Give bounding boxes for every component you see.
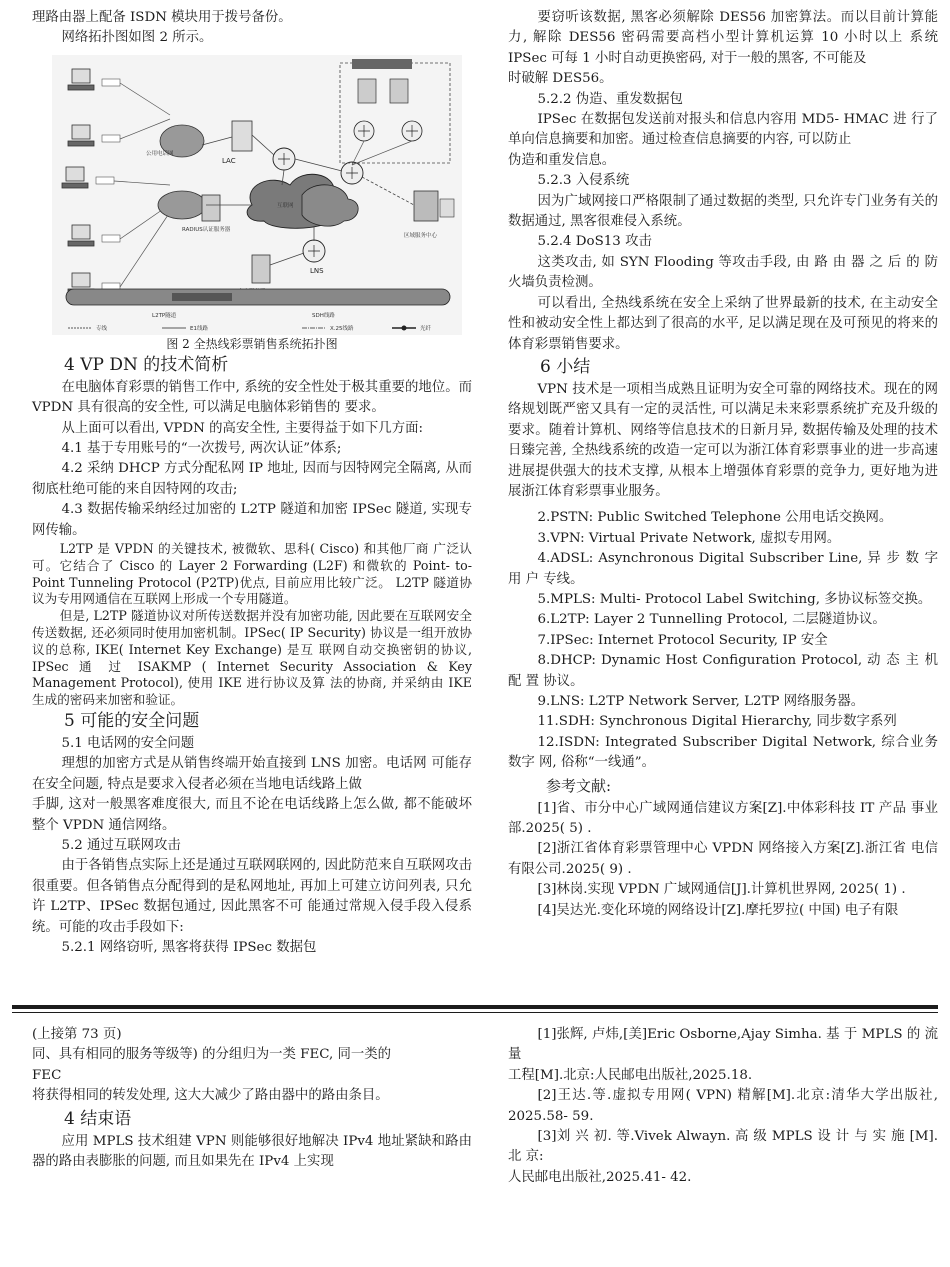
subsection-heading: 5.2 通过互联网攻击	[61, 838, 181, 854]
reference-item: [3]刘 兴 初. 等.Vivek Alwayn. 高 级 MPLS 设 计 与 实 施 [M]. 北 京:	[508, 1129, 938, 1165]
paragraph: 将获得相同的转发处理, 这大大减少了路由器中的路由条目。	[32, 1088, 389, 1104]
glossary-item: 4.ADSL: Asynchronous Digital Subscriber Line, 异 步 数 字 用 户 专线。	[508, 551, 938, 587]
divider	[12, 1012, 938, 1013]
subsection-heading: 5.2.1 网络窃听, 黑客将获得 IPSec 数据包	[61, 940, 317, 956]
list-item: 4.2 采纳 DHCP 方式分配私网 IP 地址, 因而与因特网完全隔离, 从而彻底杜绝可能的来自因特网的攻击;	[32, 461, 472, 497]
paragraph: VPN 技术是一项相当成熟且证明为安全可靠的网络技术。现在的网络规划既严密又具有一定的灵活性, 可以满足未来彩票系统扩充及升级的要求。随着计算机、网络等信息技术的日新月异, 数据传输及处理的技术日臻完善, 全热线系统的改造一定可以为浙江体育彩票事业的进一步高速进展提供强大的技术支撑, 从根本上增强体育彩票的竞争力, 更好地为进展浙江体育彩票事业服务。	[508, 381, 938, 499]
glossary-item: 5.MPLS: Multi- Protocol Label Switching, 多协议标签交换。	[537, 591, 932, 607]
bottom-left-column	[32, 1025, 472, 1172]
reference-item: [3]林岗.实现 VPDN 广域网通信[J].计算机世界网, 2025( 1) .	[537, 882, 906, 898]
bottom-right-column	[508, 1025, 938, 1188]
continued-article	[0, 1005, 950, 1267]
glossary-item: 12.ISDN: Integrated Subscriber Digital Network, 综合业务数字 网, 俗称“一线通”。	[508, 734, 938, 771]
reference-item: [1]省、市分中心广域网通信建议方案[Z].中体彩科技 IT 产品 事业部.2025( 5) .	[508, 800, 938, 837]
glossary-item: 6.L2TP: Layer 2 Tunnelling Protocol, 二层隧道协议。	[537, 612, 886, 628]
list-item: 4.1 基于专用账号的“一次拨号, 两次认证”体系;	[61, 441, 342, 457]
section-heading: 4 结束语	[64, 1108, 132, 1129]
paragraph: 伪造和重发信息。	[508, 152, 616, 168]
paragraph: 在电脑体育彩票的销售工作中, 系统的安全性处于极其重要的地位。而 VPDN 具有很高的安全性, 可以满足电脑体彩销售的 要求。	[32, 379, 472, 416]
paragraph: 可以看出, 全热线系统在安全上采纳了世界最新的技术, 在主动安全性和被动安全性上都达到了很高的水平, 足以满足现在及可预见的将来的体育彩票销售要求。	[508, 295, 938, 352]
reference-item: [4]吴达光.变化环境的网络设计[Z].摩托罗拉( 中国) 电子有限	[537, 902, 899, 918]
subsection-heading: 5.2.3 入侵系统	[537, 173, 630, 189]
section-heading: 6 小结	[540, 356, 591, 377]
paragraph: 因为广域网接口严格限制了通过数据的类型, 只允许专门业务有关的数据通过, 黑客很难侵入系统。	[508, 193, 938, 230]
reference-item: 人民邮电出版社,2025.41- 42.	[508, 1169, 692, 1185]
left-column	[32, 8, 472, 959]
svg-text:E1线路: E1线路	[190, 325, 208, 332]
paragraph: 时破解 DES56。	[508, 71, 613, 87]
paragraph: 但是, L2TP 隧道协议对所传送数据并没有加密功能, 因此要在互联网安全传送数据, 还必须同时使用加密机制。IPSec( IP Security) 协议是一组开放协议的总称, IKE( Internet Key Exchange) 是互 联网自动交换密钥的协议, IPSec 通 过 ISAKMP ( Internet Security Association & Key Management Protocol), 使用 IKE 进行协议及算 法的协商, 并采纳由 IKE 生成的密码来加密和验证。	[32, 608, 472, 708]
internet-label: 互联网	[277, 202, 294, 209]
subsection-heading: 5.2.4 DoS13 攻击	[537, 234, 652, 250]
glossary-item: 7.IPSec: Internet Protocol Security, IP 安全	[537, 632, 828, 648]
subsection-heading: 5.2.2 伪造、重发数据包	[537, 91, 683, 107]
reference-item: 工程[M].北京:人民邮电出版社,2025.18.	[508, 1067, 753, 1083]
paragraph: FEC	[32, 1067, 62, 1083]
reference-item: [1]张辉, 卢炜,[美]Eric Osborne,Ajay Simha. 基 于 MPLS 的 流 量	[508, 1027, 938, 1063]
topology-diagram	[52, 55, 462, 335]
svg-text:X.25线路: X.25线路	[330, 325, 354, 332]
paragraph: 理路由器上配备 ISDN 模块用于拨号备份。	[32, 10, 292, 25]
regional-center-label: 区域服务中心	[404, 232, 438, 239]
paragraph: 理想的加密方式是从销售终端开始直接到 LNS 加密。电话网 可能存在安全问题, 特点是要求入侵者必须在当地电话线路上做	[32, 756, 472, 792]
network-topology-figure	[52, 55, 462, 335]
reference-item: [2]王达.等.虚拟专用网( VPN) 精解[M].北京:清华大学出版社, 2025.58- 59.	[508, 1088, 938, 1124]
glossary-item: 11.SDH: Synchronous Digital Hierarchy, 同步数字系列	[537, 714, 897, 730]
paragraph: 要窃听该数据, 黑客必须解除 DES56 加密算法。而以目前计算能力, 解除 DES56 密码需要高档小型计算机运算 10 小时以上 系统 IPSec 可每 1 小时自动更换密码, 对于一般的黑客, 不可能及	[508, 10, 938, 66]
section-heading: 4 VP DN 的技术简析	[64, 354, 229, 375]
paragraph: L2TP 是 VPDN 的关键技术, 被微软、思科( Cisco) 和其他厂商 广泛认可。它结合了 Cisco 的 Layer 2 Forwarding (L2F) 和微软的 Point- to- Point Tunneling Protocol (P2TP)优点, 目前应用比较广泛。 L2TP 隧道协议为专用网通信在互联网上形成一个专用隧道。	[32, 541, 472, 607]
glossary-item: 2.PSTN: Public Switched Telephone 公用电话交换网。	[537, 510, 893, 526]
paragraph: 网络拓扑图如图 2 所示。	[61, 30, 213, 46]
paragraph: 由于各销售点实际上还是通过互联网联网的, 因此防范来自互联网攻击很重要。但各销售点分配得到的是私网地址, 再加上可建立访问列表, 只允许 L2TP、IPSec 数据包通过, 因此黑客不可 能通过常规入侵手段入侵系统。可能的攻击手段如下:	[32, 858, 472, 935]
paragraph: 同、具有相同的服务等级等) 的分组归为一类 FEC, 同一类的	[32, 1047, 392, 1063]
sdh-label: SDH线路	[312, 312, 335, 319]
list-item: 4.3 数据传输采纳经过加密的 L2TP 隧道和加密 IPSec 隧道, 实现专网传输。	[32, 502, 472, 538]
glossary-item: 3.VPN: Virtual Private Network, 虚拟专用网。	[537, 530, 841, 546]
subsection-heading: 5.1 电话网的安全问题	[61, 736, 195, 752]
lac-label: LAC	[222, 156, 236, 165]
paragraph: 手脚, 这对一般黑客难度很大, 而且不论在电话线路上怎么做, 都不能破坏整个 VPDN 通信网络。	[32, 797, 472, 833]
pstn-label: 公用电话网	[146, 150, 174, 157]
paragraph: 从上面可以看出, VPDN 的高安全性, 主要得益于如下几方面:	[61, 420, 423, 436]
svg-text:光纤: 光纤	[420, 325, 432, 332]
divider	[12, 1005, 938, 1009]
references-title: 参考文献:	[546, 776, 612, 795]
glossary-item: 9.LNS: L2TP Network Server, L2TP 网络服务器。	[537, 694, 865, 709]
reference-item: [2]浙江省体育彩票管理中心 VPDN 网络接入方案[Z].浙江省 电信有限公司.2025( 9) .	[508, 841, 938, 877]
l2tp-tunnel-label: L2TP隧道	[152, 312, 177, 319]
paragraph: 这类攻击, 如 SYN Flooding 等攻击手段, 由 路 由 器 之 后 的 防 火墙负责检测。	[508, 254, 938, 291]
paragraph: 应用 MPLS 技术组建 VPN 则能够很好地解决 IPv4 地址紧缺和路由器的路由表膨胀的问题, 而且如果先在 IPv4 上实现	[32, 1133, 472, 1170]
section-heading: 5 可能的安全问题	[64, 711, 200, 732]
radius-label: RADIUS认证服务器	[182, 226, 231, 233]
svg-text:专线: 专线	[96, 325, 108, 332]
glossary-item: 8.DHCP: Dynamic Host Configuration Protocol, 动 态 主 机 配 置 协议。	[508, 653, 938, 689]
lns-label: LNS	[310, 266, 324, 275]
paragraph: IPSec 在数据包发送前对报头和信息内容用 MD5- HMAC 进 行了单向信息摘要和加密。通过检查信息摘要的内容, 可以防止	[508, 112, 938, 148]
right-column	[508, 8, 938, 921]
figure-caption: 图 2 全热线彩票销售系统拓扑图	[166, 336, 338, 351]
continuation-note: (上接第 73 页)	[32, 1027, 122, 1042]
